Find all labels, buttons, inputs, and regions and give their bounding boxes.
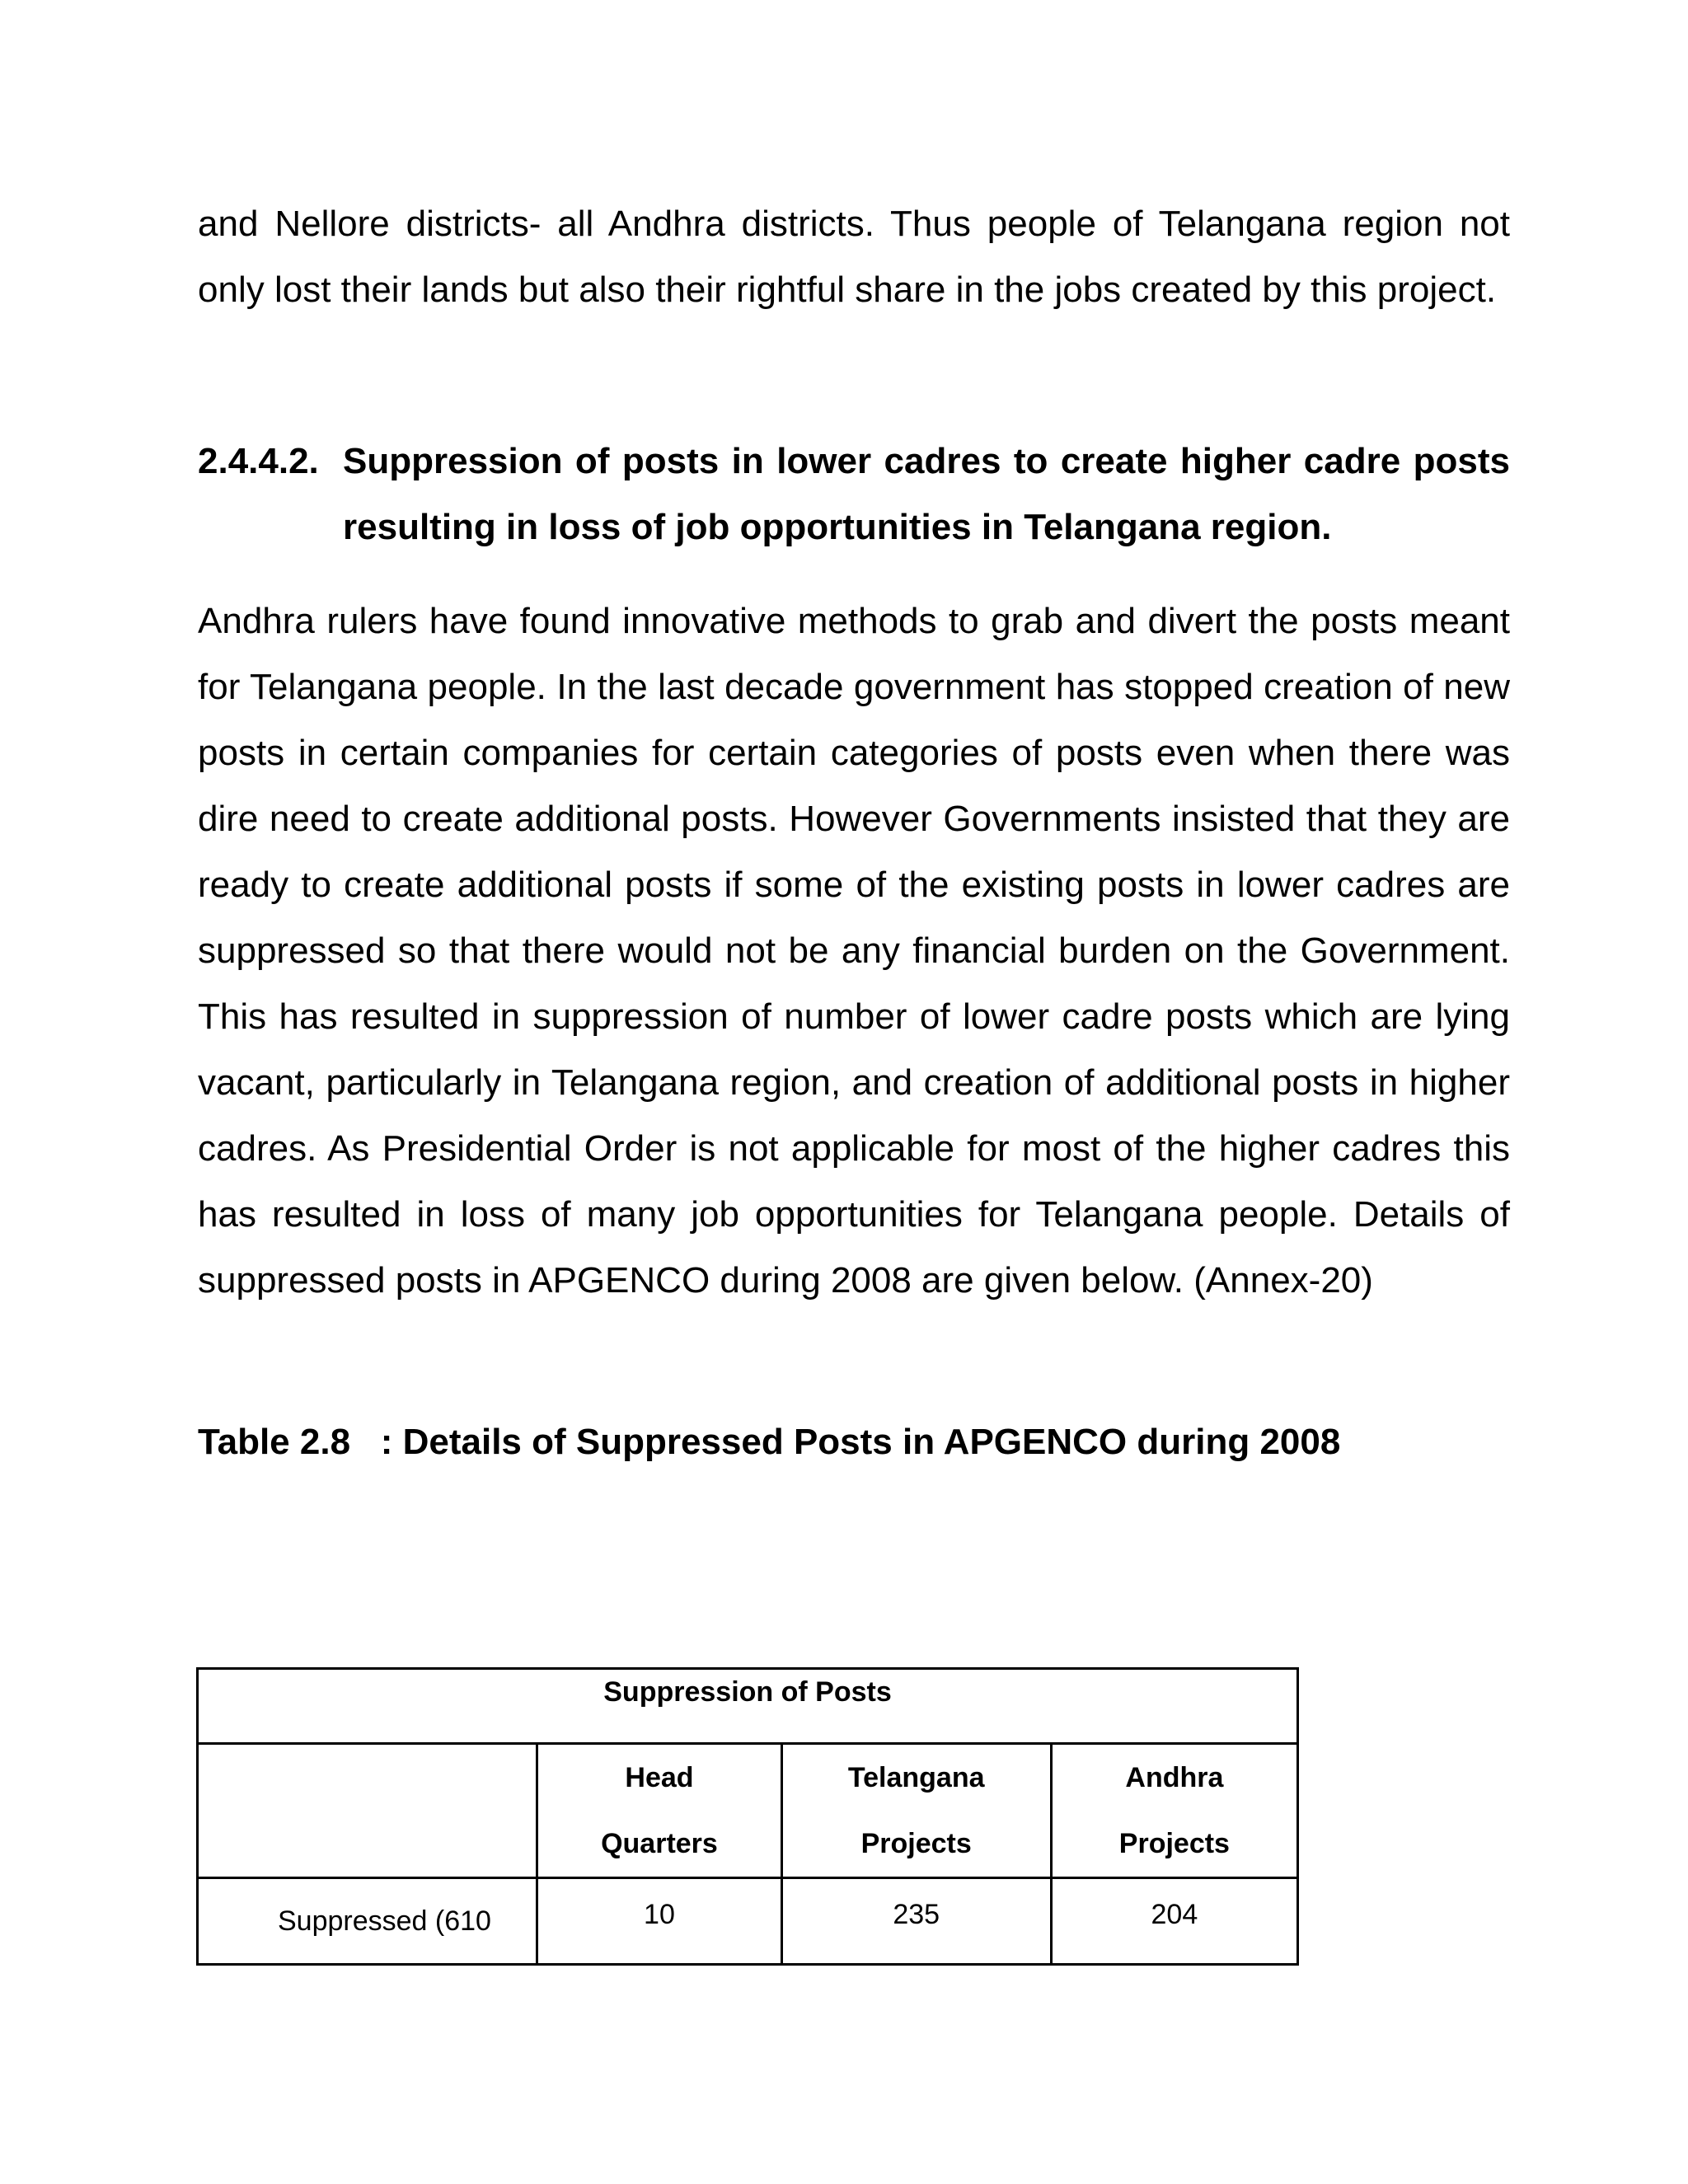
value-cell-andhra-projects: 204 (1051, 1878, 1297, 1965)
column-header-line: Andhra (1125, 1762, 1224, 1793)
value-cell-telangana-projects: 235 (781, 1878, 1051, 1965)
suppressed-posts-table (196, 1667, 1299, 1966)
section-number: 2.4.4.2. (198, 441, 319, 481)
table-group-header-row (198, 1669, 1298, 1744)
body-paragraph: Andhra rulers have found innovative methods to grab and divert the posts meant for Telangana people. In the last decade government has stopped creation of new posts in certain companies for certain categories of posts even when there was dire need to create additional posts. However Governments insisted that they are ready to create additional posts if some of the existing posts in lower cadres are suppressed so that there would not be any financial burden on the Government. This has resulted in suppression of number of lower cadre posts which are lying vacant, particularly in Telangana region, and creation of additional posts in higher cadres. As Presidential Order is not applicable for most of the higher cadres this has resulted in loss of many job opportunities for Telangana people. Details of suppressed posts in APGENCO during 2008 are given below. (Annex-20) (198, 601, 1510, 1301)
section-title: Suppression of posts in lower cadres to create higher cadre posts resulting in loss of job opportunities in Telangana region. (343, 441, 1510, 547)
column-header-line: Projects (1118, 1828, 1230, 1859)
table-row (198, 1878, 1298, 1965)
table-caption: Table 2.8 : Details of Suppressed Posts in APGENCO during 2008 (198, 1422, 1341, 1462)
column-header-line: Quarters (601, 1828, 718, 1859)
value-cell-head-quarters: 10 (537, 1878, 781, 1965)
column-header-line: Projects (860, 1828, 972, 1859)
column-header-line: Telangana (847, 1762, 985, 1793)
group-header-cell: Suppression of Posts (198, 1669, 1298, 1744)
table-column-header-row (198, 1744, 1298, 1878)
column-header-line: Head (625, 1762, 694, 1793)
intro-paragraph: and Nellore districts- all Andhra districts. Thus people of Telangana region not only lost their lands but also their rightful share in the jobs created by this project. (198, 204, 1510, 310)
column-header-telangana-projects (781, 1744, 1051, 1878)
document-page (198, 191, 1510, 1469)
empty-header-cell (198, 1744, 537, 1878)
section-heading (198, 429, 1510, 560)
row-label-cell: Suppressed (610 (198, 1878, 537, 1965)
column-header-head-quarters (537, 1744, 781, 1878)
column-header-andhra-projects (1051, 1744, 1297, 1878)
